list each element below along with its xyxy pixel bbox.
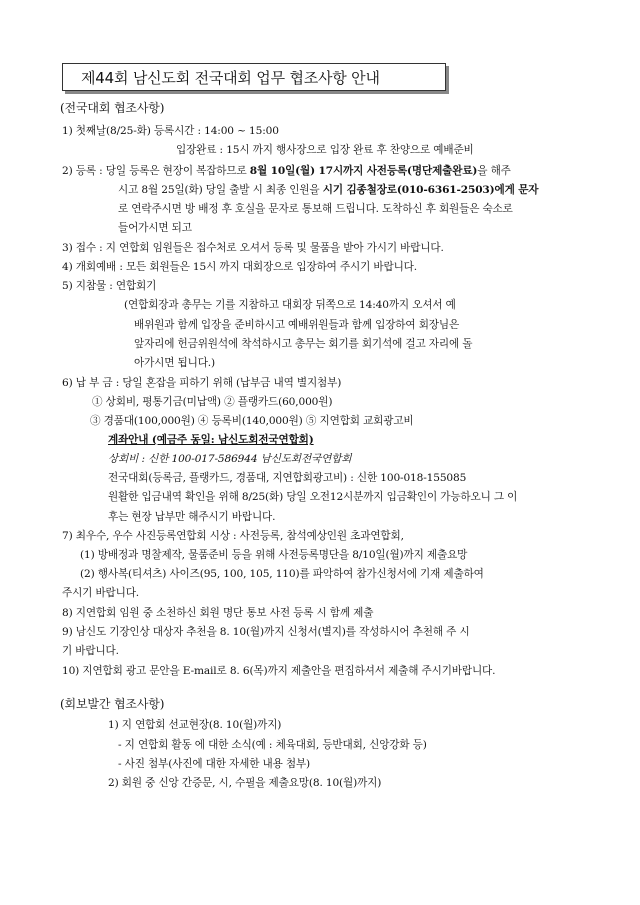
- newsletter-item-1-sub-1: - 지 연합회 활동 에 대한 소식(예 : 체육대회, 등반대회, 신앙강화 등): [118, 739, 427, 751]
- item-2-line-1: [62, 164, 511, 178]
- section-heading-conference: (전국대회 협조사항): [60, 101, 165, 115]
- newsletter-item-1: 1) 지 연합회 선교현장(8. 10(월)까지): [108, 719, 282, 731]
- item-2-line-2a: 시고 8월 25일(화) 당일 출발 시 최종 인원을: [118, 184, 323, 196]
- item-9-cont: 기 바랍니다.: [62, 645, 119, 657]
- item-5-belongings: 5) 지참물 : 연합회기: [62, 280, 157, 292]
- item-5-note-4: 아가시면 됩니다.): [134, 357, 216, 369]
- newsletter-item-1-sub-2: - 사진 첨부(사진에 대한 자세한 내용 첨부): [118, 758, 311, 770]
- section-heading-newsletter: (회보발간 협조사항): [60, 697, 165, 711]
- item-2-line-2: [118, 183, 538, 197]
- item-5-note-1: (연합회장과 총무는 기를 지참하고 대회장 뒤쪽으로 14:40까지 오셔서 예: [124, 299, 456, 311]
- item-6-row-2: ③ 경품대(100,000원) ④ 등록비(140,000원) ⑤ 지연합회 교회광고비: [90, 415, 414, 427]
- item-1-entry-complete: 입장완료 : 15시 까지 행사장으로 입장 완료 후 찬양으로 예배준비: [176, 144, 474, 156]
- account-info-title: 계좌안내 (예금주 동일: 남신도회전국연합회): [108, 434, 314, 446]
- item-2-line-1c: 을 해주: [477, 165, 511, 177]
- item-7-sub-2: (2) 행사복(티셔츠) 사이즈(95, 100, 105, 110)를 파악하여 참가신청서에 기재 제출하여: [80, 568, 484, 580]
- item-2-line-1a: 2) 등록 : 당일 등록은 현장이 복잡하므로: [62, 165, 250, 177]
- account-info-conference: 전국대회(등록금, 플랭카드, 경품대, 지연합회광고비) : 신한 100-018-155085: [108, 472, 467, 484]
- item-7-sub-2-cont: 주시기 바랍니다.: [62, 587, 140, 599]
- item-7-awards: 7) 최우수, 우수 사진등록연합회 시상 : 사전등록, 참석예상인원 초과연합회,: [62, 530, 404, 542]
- payment-note-1: 원활한 입금내역 확인을 위해 8/25(화) 당일 오전12시분까지 입금확인이 가능하오니 그 이: [108, 491, 518, 503]
- account-info-dues: 상회비 : 신한 100-017-586944 남신도회전국연합회: [108, 453, 352, 465]
- item-4-opening-worship: 4) 개회예배 : 모든 회원들은 15시 까지 대회장으로 입장하여 주시기 바랍니다.: [62, 261, 417, 273]
- item-2-deadline: 8월 10일(월) 17시까지 사전등록(명단제출완료): [249, 165, 478, 177]
- item-7-sub-1: (1) 방배정과 명찰제작, 물품준비 등을 위해 사전등록명단을 8/10일(월)까지 제출요망: [80, 549, 468, 561]
- item-3-reception: 3) 접수 : 지 연합회 임원들은 접수처로 오셔서 등록 및 물품을 받아 가시기 바랍니다.: [62, 242, 444, 254]
- item-2-contact: 시기 김종철장로(010-6361-2503)에게 문자: [322, 184, 539, 196]
- item-2-line-3: 로 연락주시면 방 배정 후 호실을 문자로 통보해 드립니다. 도착하신 후 회원들은 숙소로: [118, 203, 513, 215]
- item-6-row-1: ① 상회비, 평통기금(미납액) ② 플랭카드(60,000원): [92, 396, 333, 408]
- item-10-advertisement: 10) 지연합회 광고 문안을 E-mail로 8. 6(목)까지 제출안을 편집하셔서 제출해 주시기바랍니다.: [62, 665, 496, 677]
- payment-note-2: 후는 현장 납부만 해주시기 바랍니다.: [108, 511, 276, 523]
- item-2-line-4: 들어가시면 되고: [118, 222, 192, 234]
- newsletter-item-2: 2) 회원 중 신앙 간증문, 시, 수필을 제출요망(8. 10(월)까지): [108, 777, 382, 789]
- item-5-note-2: 배위원과 함께 입장을 준비하시고 예배위원들과 함께 입장하여 회장님은: [134, 319, 460, 331]
- item-8-deceased-members: 8) 지연합회 임원 중 소천하신 회원 명단 통보 사전 등록 시 함께 제출: [62, 607, 374, 619]
- item-1-registration-time: 1) 첫째날(8/25-화) 등록시간 : 14:00 ~ 15:00: [62, 125, 279, 137]
- item-9-award-nomination: 9) 남신도 기장인상 대상자 추천을 8. 10(월)까지 신청서(별지)를 작성하시어 추천해 주 시: [62, 626, 470, 638]
- item-6-payments: 6) 납 부 금 : 당일 혼잡을 피하기 위해 (납부금 내역 별지첨부): [62, 377, 342, 389]
- item-5-note-3: 앞자리에 헌금위원석에 착석하시고 총무는 회기를 회기석에 걸고 자리에 돌: [134, 338, 473, 350]
- document-title: 제44회 남신도회 전국대회 업무 협조사항 안내: [62, 63, 446, 91]
